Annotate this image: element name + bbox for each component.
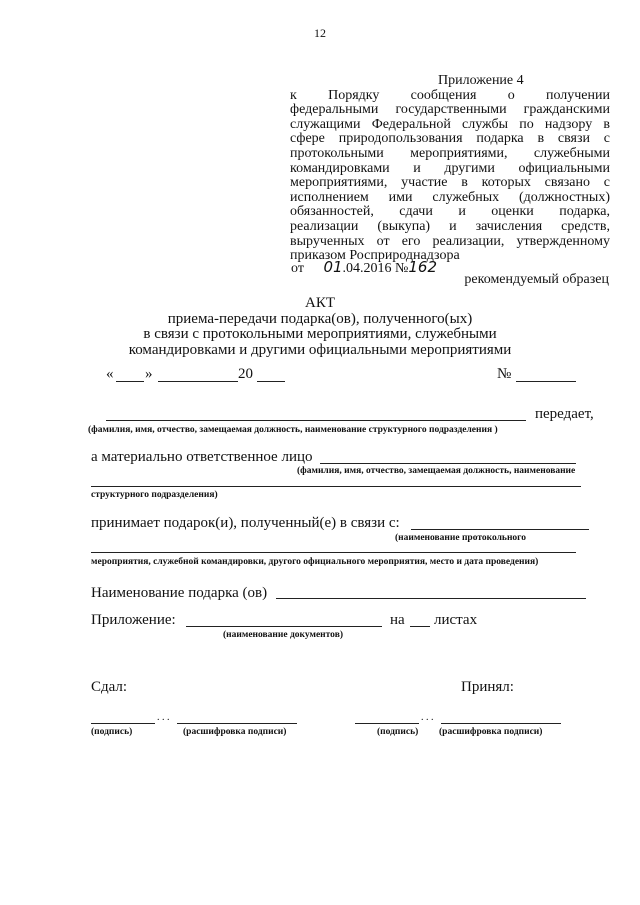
order-date: [291, 258, 437, 277]
handwritten-number: 162: [408, 258, 438, 276]
transferor-line: [106, 420, 526, 421]
received-decoding-line: [441, 723, 561, 724]
received-signature-caption: (подпись): [377, 727, 419, 737]
act-number-line: [516, 381, 576, 382]
received-decoding-caption: (расшифровка подписи): [439, 727, 543, 737]
gave-decoding-caption: (расшифровка подписи): [183, 727, 287, 737]
documents-caption: (наименование документов): [223, 630, 343, 640]
appendix-line: исполнением ими служебных (должностных): [290, 189, 610, 205]
gave-label: Сдал:: [91, 679, 128, 695]
gift-name-line: [276, 598, 586, 599]
number-sign: №: [395, 261, 409, 276]
year-blank-line: [257, 381, 285, 382]
received-dots: . . .: [421, 712, 434, 723]
gave-dots: . . .: [157, 712, 170, 723]
on-label: на: [390, 612, 405, 628]
responsible-line-2: [91, 486, 581, 487]
day-blank-line: [116, 381, 144, 382]
event-line: [411, 529, 589, 530]
page-number: 12: [314, 26, 326, 40]
act-number-sign: №: [497, 366, 512, 382]
appendix-line: федеральными государственными гражданскими: [290, 102, 610, 118]
act-subtitle-line: в связи с протокольными мероприятиями, служебными: [143, 326, 497, 342]
gift-name-label: Наименование подарка (ов): [91, 585, 268, 601]
transferor-caption: (фамилия, имя, отчество, замещаемая должность, наименование структурного подразделения ): [88, 425, 498, 435]
sheets-label: листах: [434, 612, 478, 628]
appendix-line: реализации (выкупа) и зачисления средств,: [290, 218, 610, 234]
year-prefix: 20: [238, 366, 253, 382]
received-signature-line: [355, 723, 419, 724]
received-label: Принял:: [461, 679, 514, 695]
event-caption: (наименование протокольного: [395, 533, 527, 543]
appendix-line: обязанностей, сдачи и оценки подарка,: [290, 204, 610, 220]
month-blank-line: [158, 381, 238, 382]
appendix-line: к Порядку сообщения о получении: [290, 87, 610, 103]
act-header: [0, 296, 640, 358]
attachment-label: Приложение:: [91, 612, 176, 628]
transfers-label: передает,: [535, 406, 594, 422]
from-label: от: [291, 261, 304, 276]
appendix-title: Приложение 4: [438, 73, 524, 88]
event-line-2: [91, 552, 576, 553]
date-quote-open: «: [106, 366, 114, 382]
appendix-line: командировками и другими официальными: [290, 160, 610, 176]
act-subtitle-line: приема-передачи подарка(ов), полученного(ых): [167, 310, 473, 327]
appendix-line: мероприятиями, участие в которых связано с: [290, 175, 610, 191]
handwritten-day: 01: [323, 258, 343, 276]
order-date-text: .04.2016: [342, 261, 392, 276]
appendix-line: протокольными мероприятиями, служебными: [290, 145, 610, 161]
recommended-sample: рекомендуемый образец: [464, 272, 609, 287]
accepts-label: принимает подарок(и), полученный(е) в связи с:: [91, 515, 400, 531]
act-subtitle-line: командировками и другими официальными мероприятиями: [128, 341, 512, 358]
appendix-line: вырученных от его реализации, утвержденному: [290, 233, 610, 249]
appendix-line: служащими Федеральной службы по надзору в: [290, 116, 610, 132]
gave-signature-line: [91, 723, 155, 724]
appendix-line: сфере природопользования подарка в связи с: [290, 131, 610, 147]
appendix-block: [290, 74, 610, 264]
act-title: АКТ: [305, 295, 335, 311]
gave-signature-caption: (подпись): [91, 727, 133, 737]
date-quote-close: »: [145, 366, 153, 382]
gave-decoding-line: [177, 723, 297, 724]
responsible-label: а материально ответственное лицо: [91, 449, 313, 465]
attachment-line: [186, 626, 382, 627]
sheets-count-line: [410, 626, 430, 627]
responsible-line: [320, 463, 576, 464]
event-caption-2: мероприятия, служебной командировки, другого официального мероприятия, место и дата проведения): [91, 557, 539, 567]
appendix-line: приказом Росприроднадзора: [290, 248, 460, 264]
responsible-caption-2: структурного подразделения): [91, 490, 218, 500]
responsible-caption: (фамилия, имя, отчество, замещаемая должность, наименование: [297, 466, 576, 476]
